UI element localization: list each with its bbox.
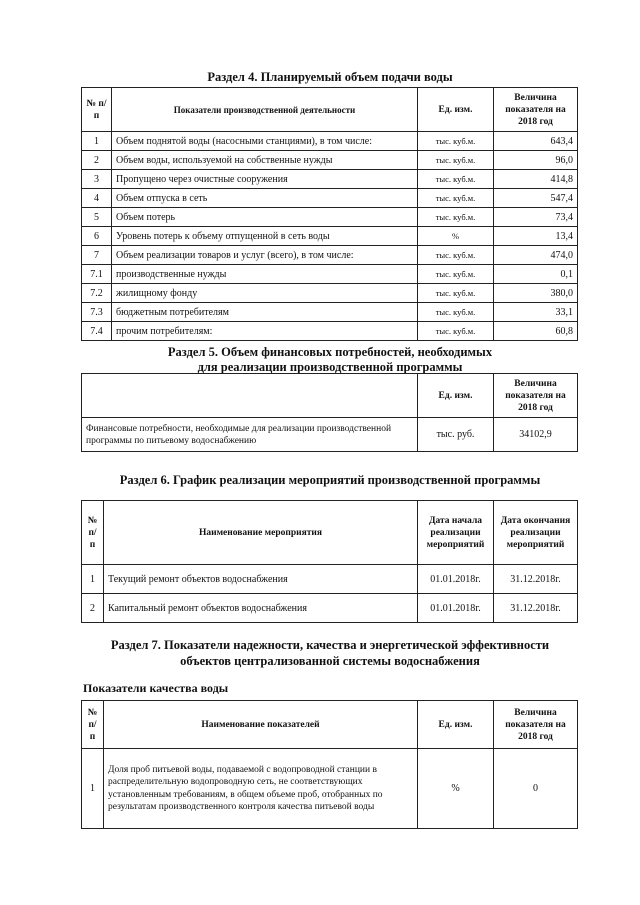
quality-row-num: 1 xyxy=(82,749,104,829)
quality-row-unit: % xyxy=(418,749,494,829)
indicator-row-name: Объем поднятой воды (насосными станциями), в том числе: xyxy=(112,132,418,151)
indicator-row-num: 7.4 xyxy=(82,322,112,341)
finance-row-value: 34102,9 xyxy=(494,418,578,452)
section7-title-line2: объектов централизованной системы водоснабжения xyxy=(180,654,480,668)
header-value: Величина показателя на 2018 год xyxy=(494,88,578,132)
indicator-row-unit: тыс. куб.м. xyxy=(418,132,494,151)
indicator-row xyxy=(82,322,578,341)
header-num: № п/п xyxy=(82,501,104,565)
indicator-row-unit: тыс. куб.м. xyxy=(418,322,494,341)
indicator-row-num: 7.2 xyxy=(82,284,112,303)
indicator-row-num: 6 xyxy=(82,227,112,246)
header-unit: Ед. изм. xyxy=(418,701,494,749)
indicator-row-value: 0,1 xyxy=(494,265,578,284)
indicator-row-value: 96,0 xyxy=(494,151,578,170)
indicator-row xyxy=(82,189,578,208)
indicator-row-name: Объем воды, используемой на собственные нужды xyxy=(112,151,418,170)
indicator-row-unit: тыс. куб.м. xyxy=(418,189,494,208)
indicator-row-value: 73,4 xyxy=(494,208,578,227)
header-num: № п/п xyxy=(82,88,112,132)
indicator-row-num: 7 xyxy=(82,246,112,265)
indicator-row-num: 2 xyxy=(82,151,112,170)
indicator-row-name: Уровень потерь к объему отпущенной в сеть воды xyxy=(112,227,418,246)
finance-row-name: Финансовые потребности, необходимые для реализации производственной программы по питьевому водоснабжению xyxy=(82,418,418,452)
indicator-row-num: 7.1 xyxy=(82,265,112,284)
header-indicator: Показатели производственной деятельности xyxy=(112,88,418,132)
section5-title-line1: Раздел 5. Объем финансовых потребностей, необходимых xyxy=(167,345,493,359)
event-row-end: 31.12.2018г. xyxy=(494,565,578,594)
event-row-start: 01.01.2018г. xyxy=(418,565,494,594)
indicator-row-unit: тыс. куб.м. xyxy=(418,151,494,170)
indicator-row-name: Объем отпуска в сеть xyxy=(112,189,418,208)
indicator-row-unit: тыс. куб.м. xyxy=(418,303,494,322)
indicator-row-name: Объем реализации товаров и услуг (всего), в том числе: xyxy=(112,246,418,265)
section7-table xyxy=(81,700,578,829)
indicator-row-value: 414,8 xyxy=(494,170,578,189)
section5-title-line2: для реализации производственной программы xyxy=(197,360,463,374)
event-row-name: Текущий ремонт объектов водоснабжения xyxy=(104,565,418,594)
header-unit: Ед. изм. xyxy=(418,88,494,132)
indicator-row xyxy=(82,284,578,303)
event-row-end: 31.12.2018г. xyxy=(494,594,578,623)
indicator-row-num: 4 xyxy=(82,189,112,208)
finance-row-unit: тыс. руб. xyxy=(418,418,494,452)
indicator-row-value: 13,4 xyxy=(494,227,578,246)
indicator-row xyxy=(82,170,578,189)
section5-table xyxy=(81,373,578,452)
indicator-row-value: 643,4 xyxy=(494,132,578,151)
indicator-row-name: Пропущено через очистные сооружения xyxy=(112,170,418,189)
indicator-row-name: жилищному фонду xyxy=(112,284,418,303)
indicator-row-value: 380,0 xyxy=(494,284,578,303)
indicator-row xyxy=(82,208,578,227)
indicator-row-unit: тыс. куб.м. xyxy=(418,265,494,284)
indicator-row-name: прочим потребителям: xyxy=(112,322,418,341)
indicator-row-unit: тыс. куб.м. xyxy=(418,208,494,227)
indicator-row-num: 7.3 xyxy=(82,303,112,322)
indicator-row xyxy=(82,303,578,322)
header-empty xyxy=(82,374,418,418)
header-value: Величина показателя на 2018 год xyxy=(494,701,578,749)
indicator-row-num: 1 xyxy=(82,132,112,151)
indicator-row xyxy=(82,227,578,246)
header-name: Наименование показателей xyxy=(104,701,418,749)
indicator-row-value: 547,4 xyxy=(494,189,578,208)
header-num: № п/п xyxy=(82,701,104,749)
indicator-row xyxy=(82,265,578,284)
event-row-name: Капитальный ремонт объектов водоснабжения xyxy=(104,594,418,623)
section6-title: Раздел 6. График реализации мероприятий производственной программы xyxy=(119,473,541,487)
header-end: Дата окончания реализации мероприятий xyxy=(494,501,578,565)
indicator-row-num: 3 xyxy=(82,170,112,189)
header-start: Дата начала реализации мероприятий xyxy=(418,501,494,565)
indicator-row-unit: тыс. куб.м. xyxy=(418,284,494,303)
indicator-row-unit: тыс. куб.м. xyxy=(418,246,494,265)
indicator-row-unit: % xyxy=(418,227,494,246)
indicator-row-value: 60,8 xyxy=(494,322,578,341)
section6-table xyxy=(81,500,578,623)
event-row-start: 01.01.2018г. xyxy=(418,594,494,623)
indicator-row-unit: тыс. куб.м. xyxy=(418,170,494,189)
event-row-num: 2 xyxy=(82,594,104,623)
header-unit: Ед. изм. xyxy=(418,374,494,418)
section7-subtitle: Показатели качества воды xyxy=(83,681,229,695)
indicator-row-name: производственные нужды xyxy=(112,265,418,284)
indicator-row-value: 33,1 xyxy=(494,303,578,322)
indicator-row-num: 5 xyxy=(82,208,112,227)
indicator-row-name: бюджетным потребителям xyxy=(112,303,418,322)
section4-title: Раздел 4. Планируемый объем подачи воды xyxy=(207,70,453,84)
section4-table xyxy=(81,87,578,341)
quality-row-name: Доля проб питьевой воды, подаваемой с водопроводной станции в распределительную водопроводную сеть, не соответствующих установленным требованиям, в общем объеме проб, отобранных по результатам производственного контроля качества питьевой воды xyxy=(104,749,418,829)
indicator-row xyxy=(82,132,578,151)
indicator-row-name: Объем потерь xyxy=(112,208,418,227)
header-value: Величина показателя на 2018 год xyxy=(494,374,578,418)
section7-title-line1: Раздел 7. Показатели надежности, качества и энергетической эффективности xyxy=(110,638,550,652)
quality-row-value: 0 xyxy=(494,749,578,829)
event-row-num: 1 xyxy=(82,565,104,594)
header-name: Наименование мероприятия xyxy=(104,501,418,565)
indicator-row xyxy=(82,246,578,265)
indicator-row-value: 474,0 xyxy=(494,246,578,265)
indicator-row xyxy=(82,151,578,170)
